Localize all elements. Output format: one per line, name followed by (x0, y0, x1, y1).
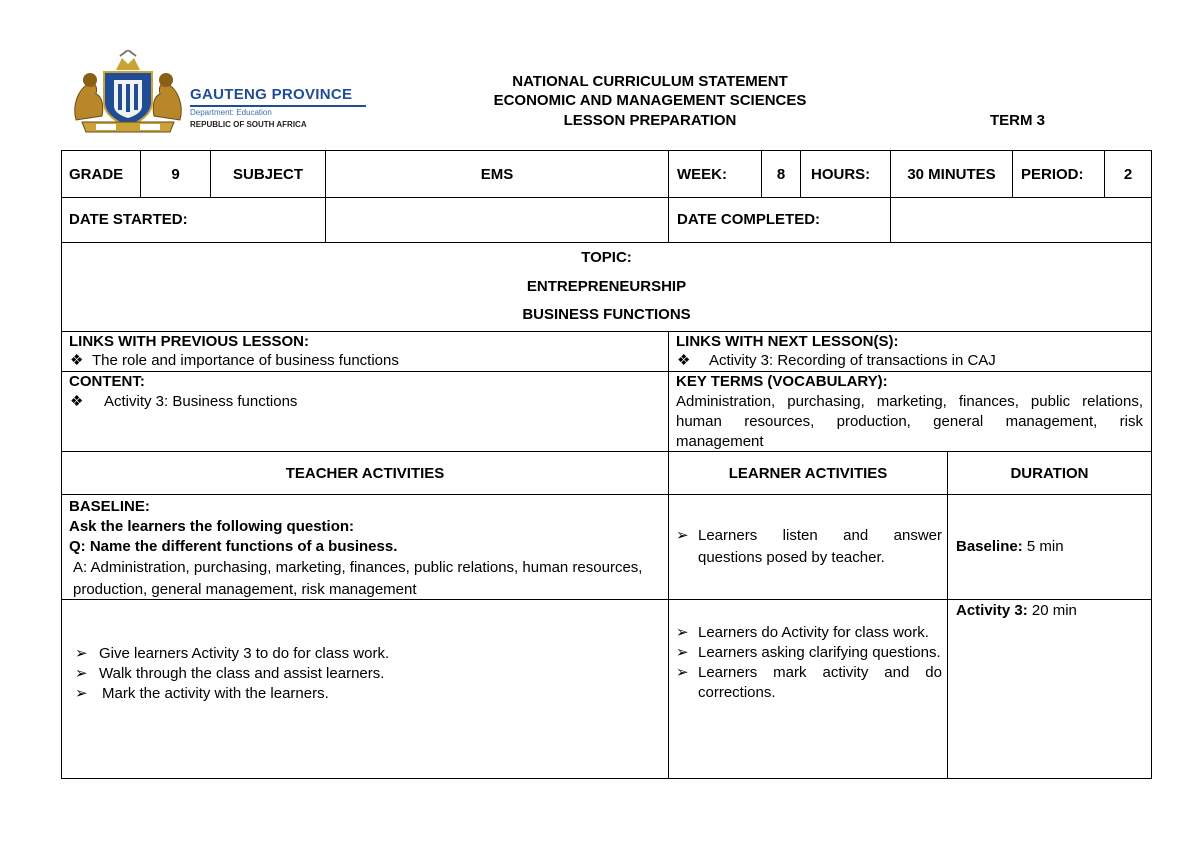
arrow-bullet-icon: ➢ (676, 644, 689, 661)
activity-learner (676, 623, 942, 703)
header-term: TERM 3 (990, 112, 1046, 129)
activity-duration-label: Activity 3: (956, 602, 1028, 619)
activity-teacher (75, 644, 660, 704)
topic-line-2: BUSINESS FUNCTIONS (522, 306, 691, 323)
grade-value: 9 (171, 165, 180, 183)
week-label: WEEK: (677, 165, 727, 183)
activity-duration-value: 20 min (1031, 602, 1077, 619)
activity-learner-item-1: Learners do Activity for class work. (698, 624, 929, 641)
links-next (676, 332, 1146, 370)
period-label: PERIOD: (1021, 165, 1084, 183)
header-line-1: NATIONAL CURRICULUM STATEMENT (512, 73, 788, 90)
date-started-label: DATE STARTED: (69, 211, 188, 228)
duration-header: DURATION (1010, 464, 1089, 482)
activity-teacher-item-3: Mark the activity with the learners. (102, 685, 329, 702)
logo-country: REPUBLIC OF SOUTH AFRICA (190, 120, 307, 129)
baseline-duration-value: 5 min (1026, 538, 1064, 555)
baseline-duration-label: Baseline: (956, 538, 1023, 555)
arrow-bullet-icon: ➢ (75, 645, 88, 662)
logo-underline (190, 105, 366, 107)
date-started-value (326, 198, 668, 242)
diamond-bullet-icon: ❖ (70, 352, 84, 369)
baseline-learner-text: Learners listen and answer questions posed by teacher. (698, 527, 942, 566)
activity-teacher-item-2: Walk through the class and assist learners. (99, 665, 385, 682)
arrow-bullet-icon: ➢ (676, 624, 689, 641)
coat-of-arms-icon (68, 50, 188, 134)
header-line-2: ECONOMIC AND MANAGEMENT SCIENCES (493, 92, 807, 109)
diamond-bullet-icon: ❖ (70, 393, 84, 410)
content-item: Activity 3: Business functions (104, 393, 298, 410)
links-previous-item: The role and importance of business functions (92, 352, 399, 369)
activity-learner-item-3: Learners mark activity and do corrections. (698, 664, 942, 701)
date-completed-label: DATE COMPLETED: (677, 211, 821, 228)
baseline-question: Q: Name the different functions of a business. (69, 538, 398, 555)
baseline-duration (956, 538, 1146, 555)
content-block (69, 372, 664, 412)
links-previous (69, 332, 664, 370)
arrow-bullet-icon: ➢ (676, 664, 689, 681)
teacher-activities-header: TEACHER ACTIVITIES (285, 464, 445, 482)
activity-duration (956, 602, 1146, 619)
baseline-instruction: Ask the learners the following question: (69, 518, 355, 535)
date-completed-value (891, 198, 1151, 242)
arrow-bullet-icon: ➢ (75, 685, 88, 702)
grade-label: GRADE (69, 165, 124, 183)
topic-line-1: ENTREPRENEURSHIP (526, 277, 687, 295)
key-terms-label: KEY TERMS (VOCABULARY): (676, 373, 888, 390)
key-terms-block (676, 372, 1143, 452)
arrow-bullet-icon: ➢ (676, 527, 689, 544)
period-value: 2 (1123, 165, 1133, 183)
logo-department: Department: Education (190, 108, 272, 117)
topic-block (62, 244, 1151, 330)
diamond-bullet-icon: ❖ (677, 352, 691, 369)
arrow-bullet-icon: ➢ (75, 665, 88, 682)
logo-province: GAUTENG PROVINCE (190, 86, 353, 103)
key-terms-text: Administration, purchasing, marketing, finances, public relations, human resources, production, general management, risk management (676, 393, 1143, 450)
baseline-learner (676, 525, 942, 569)
baseline-label: BASELINE: (69, 498, 150, 515)
links-next-item: Activity 3: Recording of transactions in CAJ (709, 352, 996, 369)
gauteng-logo (68, 50, 368, 134)
hours-label: HOURS: (811, 165, 871, 183)
learner-activities-header: LEARNER ACTIVITIES (728, 464, 888, 482)
hours-value: 30 MINUTES (907, 165, 996, 183)
links-previous-label: LINKS WITH PREVIOUS LESSON: (69, 333, 310, 350)
week-value: 8 (776, 165, 786, 183)
topic-label: TOPIC: (581, 249, 632, 266)
content-label: CONTENT: (69, 373, 145, 390)
baseline-answer: A: Administration, purchasing, marketing, finances, public relations, human resources, production, general management, risk management (73, 559, 643, 598)
subject-value: EMS (480, 165, 514, 183)
links-next-label: LINKS WITH NEXT LESSON(S): (676, 333, 899, 350)
header-line-3: LESSON PREPARATION (563, 112, 737, 129)
baseline-teacher (69, 497, 664, 601)
activity-learner-item-2: Learners asking clarifying questions. (698, 644, 941, 661)
subject-label: SUBJECT (232, 165, 303, 183)
activity-teacher-item-1: Give learners Activity 3 to do for class work. (99, 645, 390, 662)
